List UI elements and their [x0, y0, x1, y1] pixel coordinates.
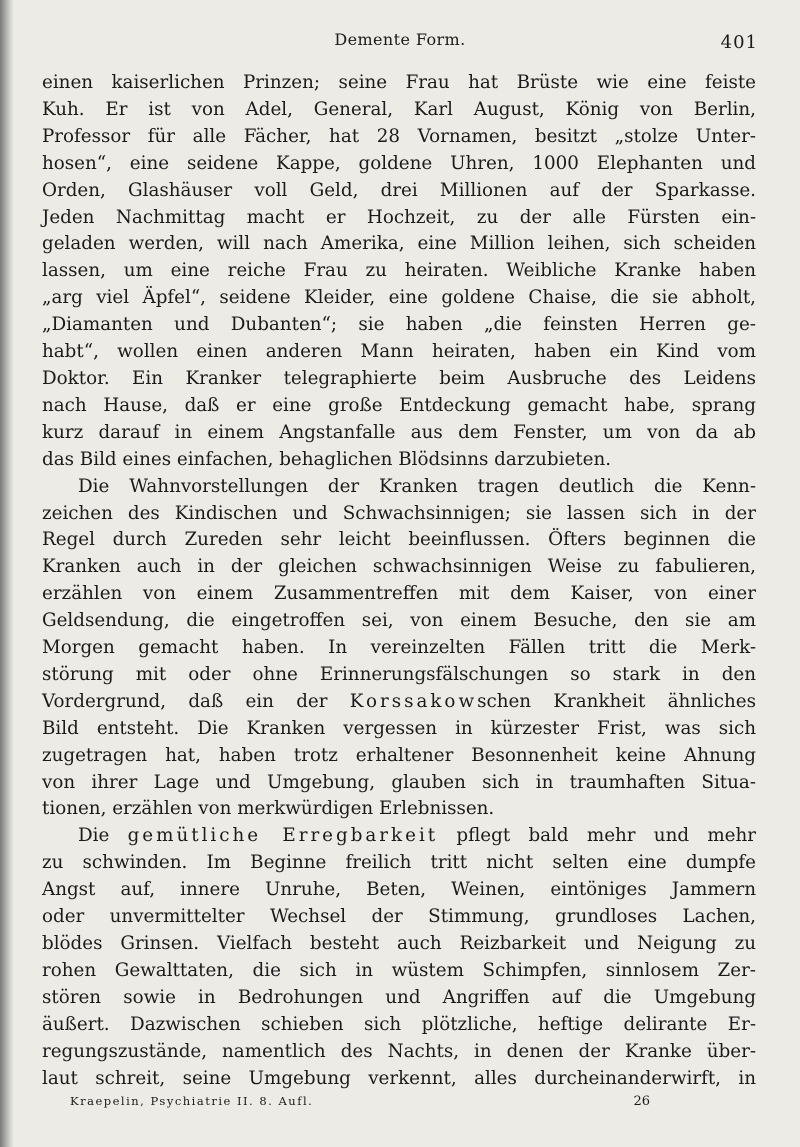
page-edge-shadow	[0, 0, 14, 1147]
text-line: erzählen von einem Zusammentreffen mit dem Kaiser, von einer	[42, 583, 756, 605]
text-line: Regel durch Zureden sehr leicht beeinflussen. Öfters beginnen die	[42, 529, 756, 551]
text-line: von ihrer Lage und Umgebung, glauben sich in traumhaften Situa-	[42, 771, 756, 793]
emphasized-term: Korssakow	[349, 690, 478, 712]
text-line: einen kaiserlichen Prinzen; seine Frau hat Brüste wie eine feiste	[42, 72, 756, 93]
text-line: störung mit oder ohne Erinnerungsfälschungen so stark in den	[42, 663, 756, 685]
text-line: „arg viel Äpfel“, seidene Kleider, eine goldene Chaise, die sie abholt,	[42, 287, 756, 309]
text-line: „Diamanten und Dubanten“; sie haben „die feinsten Herren ge-	[42, 314, 756, 336]
text-line: Professor für alle Fächer, hat 28 Vornamen, besitzt „stolze Unter-	[42, 125, 756, 147]
text-line: regungszustände, namentlich des Nachts, in denen der Kranke über-	[42, 1040, 756, 1062]
text-line: habt“, wollen einen anderen Mann heiraten, haben ein Kind vom	[42, 341, 756, 363]
text-line: Kranken auch in der gleichen schwachsinnigen Weise zu fabulieren,	[42, 556, 756, 578]
text-line: geladen werden, will nach Amerika, eine Million leihen, sich scheiden	[42, 233, 756, 255]
text-line: Jeden Nachmittag macht er Hochzeit, zu der alle Fürsten ein-	[42, 206, 756, 228]
text-line: zugetragen hat, haben trotz erhaltener Besonnenheit keine Ahnung	[42, 744, 756, 766]
text-line: Angst auf, innere Unruhe, Beten, Weinen, eintöniges Jammern	[42, 879, 756, 901]
text-line: oder unvermittelter Wechsel der Stimmung, grundloses Lachen,	[42, 906, 756, 928]
paragraph-start-line: Die gemütliche Erregbarkeit pflegt bald mehr und mehr	[78, 825, 756, 847]
text-line: Vordergrund, daß ein der Korssakowschen Krankheit ähnliches	[42, 690, 756, 712]
running-head: Demente Form.	[334, 30, 466, 49]
text-line: hosen“, eine seidene Kappe, goldene Uhren, 1000 Elephanten und	[42, 152, 756, 174]
text-line: zeichen des Kindischen und Schwachsinnigen; sie lassen sich in der	[42, 502, 756, 524]
footer-source: Kraepelin, Psychiatrie II. 8. Aufl.	[70, 1094, 314, 1108]
paragraph-start-line: Die Wahnvorstellungen der Kranken tragen deutlich die Kenn-	[78, 475, 756, 497]
text-line: zu schwinden. Im Beginne freilich tritt nicht selten eine dumpfe	[42, 852, 756, 874]
text-line: Morgen gemacht haben. In vereinzelten Fällen tritt die Merk-	[42, 637, 756, 659]
text-line: äußert. Dazwischen schieben sich plötzliche, heftige delirante Er-	[42, 1013, 756, 1035]
text-line: Kuh. Er ist von Adel, General, Karl August, König von Berlin,	[42, 98, 756, 120]
page-number: 401	[720, 32, 758, 53]
text-line: lassen, um eine reiche Frau zu heiraten. Weibliche Kranke haben	[42, 260, 756, 282]
text-line: blödes Grinsen. Vielfach besteht auch Reizbarkeit und Neigung zu	[42, 933, 756, 954]
text-line: kurz darauf in einem Angstanfalle aus dem Fenster, um von da ab	[42, 421, 756, 443]
paragraph-end-line: tionen, erzählen von merkwürdigen Erlebnissen.	[42, 798, 495, 820]
text-line: Doktor. Ein Kranker telegraphierte beim Ausbruche des Leidens	[42, 367, 756, 389]
page-header	[42, 30, 758, 60]
text-line: Bild entsteht. Die Kranken vergessen in kürzester Frist, was sich	[42, 717, 756, 739]
text-line: Geldsendung, die eingetroffen sei, von einem Besuche, den sie am	[42, 610, 756, 632]
body-text	[42, 70, 756, 1092]
text-line: rohen Gewalttaten, die sich in wüstem Schimpfen, sinnlosem Zer-	[42, 959, 756, 981]
sheet-number: 26	[633, 1094, 650, 1109]
text-line: nach Hause, daß er eine große Entdeckung gemacht habe, sprang	[42, 394, 756, 416]
paragraph-end-line: das Bild eines einfachen, behaglichen Blödsinns darzubieten.	[42, 448, 612, 470]
emphasized-term: gemütliche Erregbarkeit	[127, 825, 439, 847]
text-line: stören sowie in Bedrohungen und Angriffen auf die Umgebung	[42, 986, 756, 1008]
text-line: Orden, Glashäuser voll Geld, drei Millionen auf der Sparkasse.	[42, 179, 756, 201]
page-footer	[70, 1094, 720, 1114]
text-line: laut schreit, seine Umgebung verkennt, alles durcheinanderwirft, in	[42, 1067, 756, 1089]
